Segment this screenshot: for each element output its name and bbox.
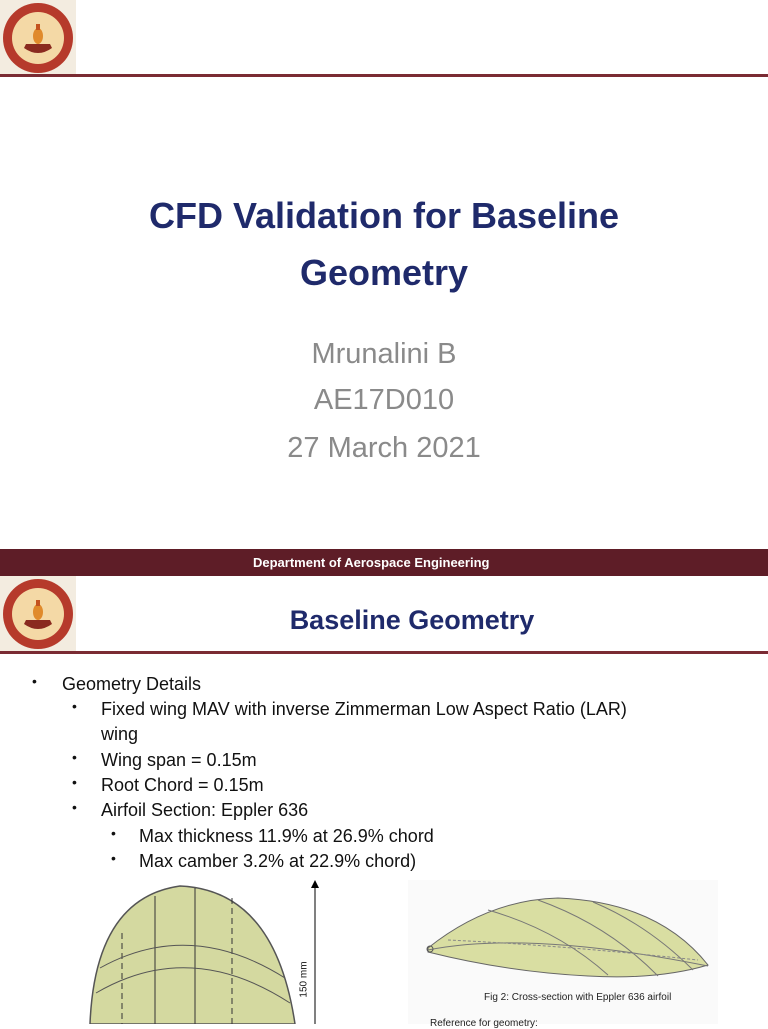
- wing-planform-figure: [60, 878, 330, 1024]
- institute-logo-icon: [0, 576, 76, 652]
- institute-logo-icon: [0, 0, 76, 76]
- bullet-geometry-details: Geometry Details: [62, 674, 202, 694]
- department-footer: [0, 549, 768, 576]
- bullet-dot: •: [32, 673, 37, 689]
- bullet-wing-type-cont: wing: [101, 724, 139, 744]
- fig2-caption: Fig 2: Cross-section with Eppler 636 airfoil: [484, 992, 672, 1003]
- bullet-wing-type: Fixed wing MAV with inverse Zimmerman Low Aspect Ratio (LAR): [101, 699, 627, 719]
- bullet-dot: •: [111, 825, 116, 841]
- title-line-2: Geometry: [299, 252, 469, 293]
- dimension-label: 150 mm: [298, 961, 310, 998]
- slide-title: [0, 187, 768, 301]
- bullet-dot: •: [72, 749, 77, 765]
- slide-title: Baseline Geometry: [289, 605, 535, 635]
- bullet-dot: •: [72, 799, 77, 815]
- bullet-max-thickness: Max thickness 11.9% at 26.9% chord: [139, 826, 434, 846]
- bullet-dot: •: [72, 698, 77, 714]
- presentation-date: 27 March 2021: [287, 432, 481, 464]
- bullet-root-chord: Root Chord = 0.15m: [101, 775, 264, 795]
- bullet-dot: •: [111, 850, 116, 866]
- header-rule: [0, 74, 768, 77]
- geometry-reference: Reference for geometry:: [430, 1018, 538, 1029]
- roll-number: AE17D010: [313, 384, 455, 416]
- bullet-wing-span: Wing span = 0.15m: [101, 750, 257, 770]
- author-name: Mrunalini B: [311, 338, 457, 370]
- wing-3d-figure: [408, 880, 718, 1029]
- bullet-airfoil: Airfoil Section: Eppler 636: [101, 800, 309, 820]
- title-line-1: CFD Validation for Baseline: [148, 195, 620, 236]
- header-rule: [0, 651, 768, 654]
- bullet-max-camber: Max camber 3.2% at 22.9% chord): [139, 851, 417, 871]
- department-label: Department of Aerospace Engineering: [253, 555, 490, 570]
- bullet-dot: •: [72, 774, 77, 790]
